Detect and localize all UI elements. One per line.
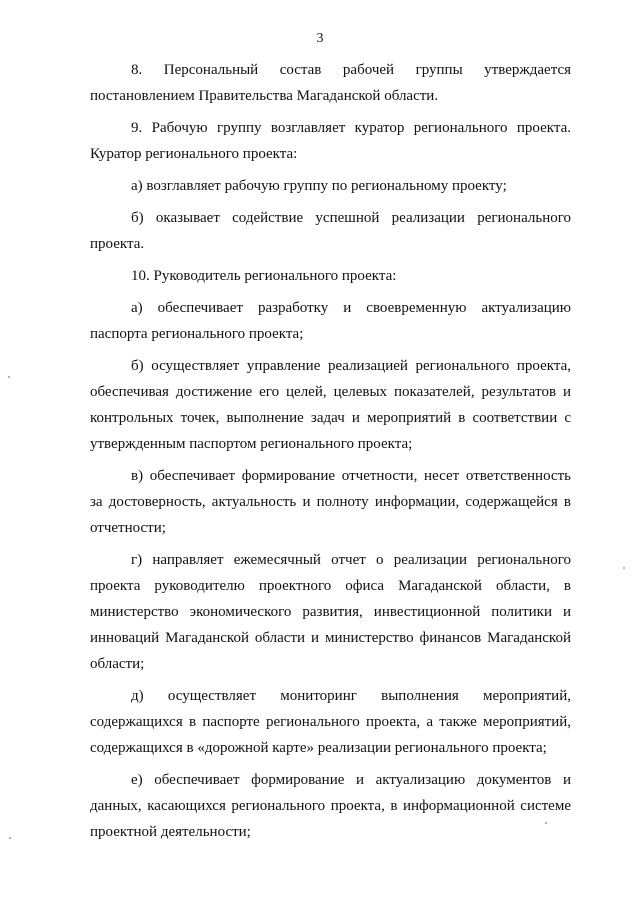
scan-speck: [8, 376, 10, 378]
page-number: 3: [316, 31, 324, 46]
paragraph: б) оказывает содействие успешной реализации регионального проекта.: [90, 210, 571, 252]
paragraph: в) обеспечивает формирование отчетности, несет ответственность за достоверность, актуальность и полноту информации, содержащейся в отчетности;: [90, 468, 571, 536]
paragraph: б) осуществляет управление реализацией регионального проекта, обеспечивая достижение его целей, целевых показателей, результатов и контрольных точек, выполнение задач и мероприятий в соответствии с утвержденным паспортом регионального проекта;: [90, 358, 571, 452]
paragraph: е) обеспечивает формирование и актуализацию документов и данных, касающихся регионального проекта, в информационной системе проектной деятельности;: [90, 772, 571, 840]
paragraph: 9. Рабочую группу возглавляет куратор регионального проекта. Куратор регионального проекта:: [90, 120, 571, 162]
scan-speck: [545, 822, 547, 824]
paragraph: 10. Руководитель регионального проекта:: [131, 268, 397, 284]
paragraph: г) направляет ежемесячный отчет о реализации регионального проекта руководителю проектного офиса Магаданской области, в министерство экономического развития, инвестиционной политики и инноваций Магаданской области и министерство финансов Магаданской области;: [90, 552, 571, 672]
scan-speck: [9, 837, 11, 839]
paragraph: д) осуществляет мониторинг выполнения мероприятий, содержащихся в паспорте регионального проекта, а также мероприятий, содержащихся в «дорожной карте» реализации регионального проекта;: [90, 688, 571, 756]
paragraph: а) обеспечивает разработку и своевременную актуализацию паспорта регионального проекта;: [90, 300, 571, 342]
scan-speck: [623, 567, 625, 569]
paragraph: а) возглавляет рабочую группу по региональному проекту;: [131, 178, 507, 194]
paragraph: 8. Персональный состав рабочей группы утверждается постановлением Правительства Магаданской области.: [90, 62, 571, 104]
document-body: [90, 57, 571, 851]
